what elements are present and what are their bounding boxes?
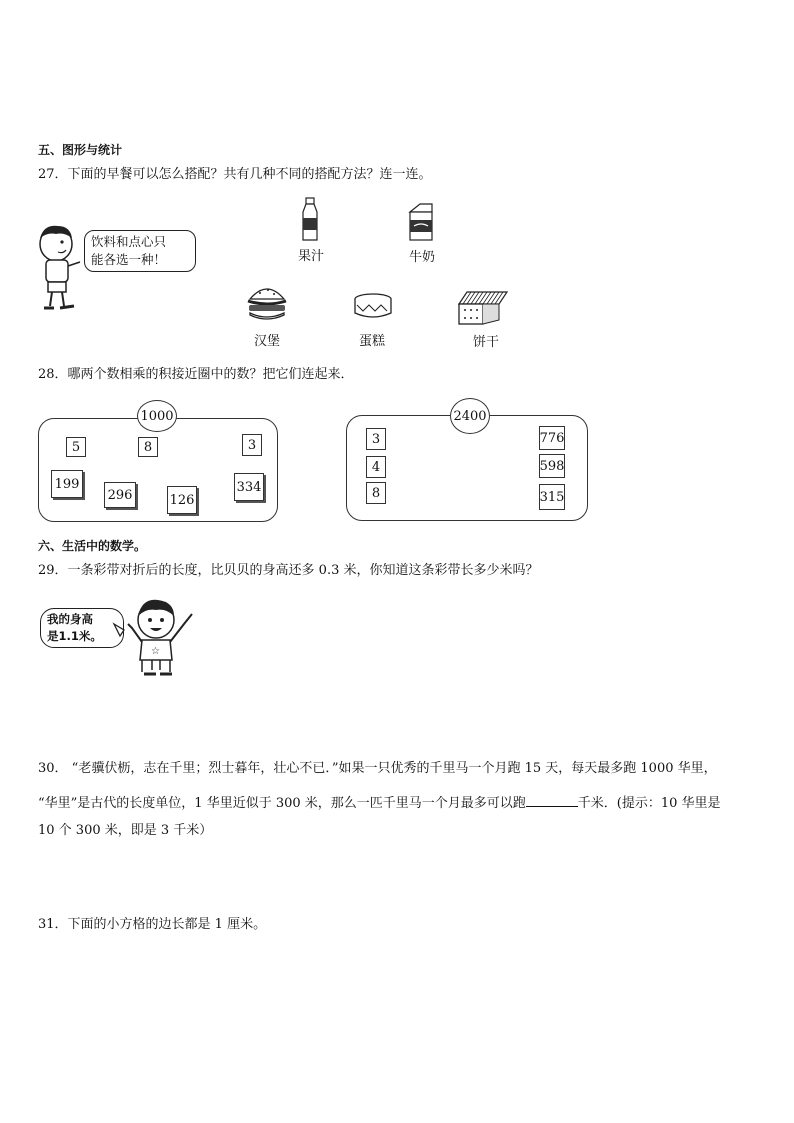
section-heading: 六、生活中的数学。 — [38, 539, 147, 553]
question-28-text: 28．哪两个数相乘的积接近圈中的数？把它们连起来． — [38, 367, 354, 382]
number-box: 315 — [539, 484, 565, 510]
snack-label-cake: 蛋糕 — [359, 334, 386, 349]
number-box: 334 — [234, 473, 264, 501]
number-box: 598 — [539, 454, 565, 478]
bubble-line: 是1.1米。 — [47, 629, 102, 643]
number-box: 199 — [51, 470, 83, 498]
number-box: 8 — [366, 482, 386, 504]
number-box: 126 — [167, 486, 197, 514]
target-circle-2400: 2400 — [450, 398, 490, 434]
beibei-illustration — [112, 596, 200, 680]
snack-label-hamburger: 汉堡 — [254, 334, 281, 349]
question-30-line3: 10 个 300 米，即是 3 千米） — [38, 823, 213, 838]
snack-label-biscuit: 饼干 — [473, 335, 500, 350]
question-30-line2-a: “华里”是古代的长度单位，1 华里近似于 300 米，那么一匹千里马一个月最多可以跑 — [38, 796, 526, 811]
bubble-line: 饮料和点心只 — [91, 234, 167, 249]
juice-bottle-icon — [301, 198, 319, 242]
number-box: 5 — [66, 437, 86, 457]
question-31-text: 31．下面的小方格的边长都是 1 厘米。 — [38, 917, 267, 932]
question-27-text: 27．下面的早餐可以怎么搭配？共有几种不同的搭配方法？连一连。 — [38, 167, 432, 182]
bubble-line: 我的身高 — [47, 612, 93, 626]
number-box: 8 — [138, 437, 158, 457]
drink-label-juice: 果汁 — [298, 249, 325, 264]
number-box: 3 — [366, 428, 386, 450]
number-box: 776 — [539, 426, 565, 450]
biscuit-icon — [457, 290, 509, 326]
section-heading: 五、图形与统计 — [38, 143, 123, 157]
drink-label-milk: 牛奶 — [409, 250, 436, 265]
number-box: 3 — [242, 434, 262, 456]
question-29-text: 29．一条彩带对折后的长度，比贝贝的身高还多 0.3 米，你知道这条彩带长多少米吗？ — [38, 563, 539, 578]
number-box: 4 — [366, 456, 386, 478]
hamburger-icon — [246, 283, 288, 321]
milk-carton-icon — [406, 204, 436, 242]
cake-icon — [353, 293, 393, 321]
question-30-line2-b: 千米．(提示：10 华里是 — [577, 796, 721, 811]
answer-blank[interactable] — [526, 794, 578, 807]
question-30-line2 — [38, 794, 721, 810]
number-box: 296 — [104, 482, 136, 508]
speech-bubble — [84, 230, 196, 272]
bubble-line: 能各选一种！ — [91, 252, 167, 267]
target-circle-1000: 1000 — [137, 400, 177, 432]
svg-text:☆: ☆ — [151, 646, 160, 657]
question-30-line1: 30． “老骥伏枥，志在千里；烈士暮年，壮心不已．”如果一只优秀的千里马一个月跑 15 天，每天最多跑 1000 华里， — [38, 761, 717, 776]
